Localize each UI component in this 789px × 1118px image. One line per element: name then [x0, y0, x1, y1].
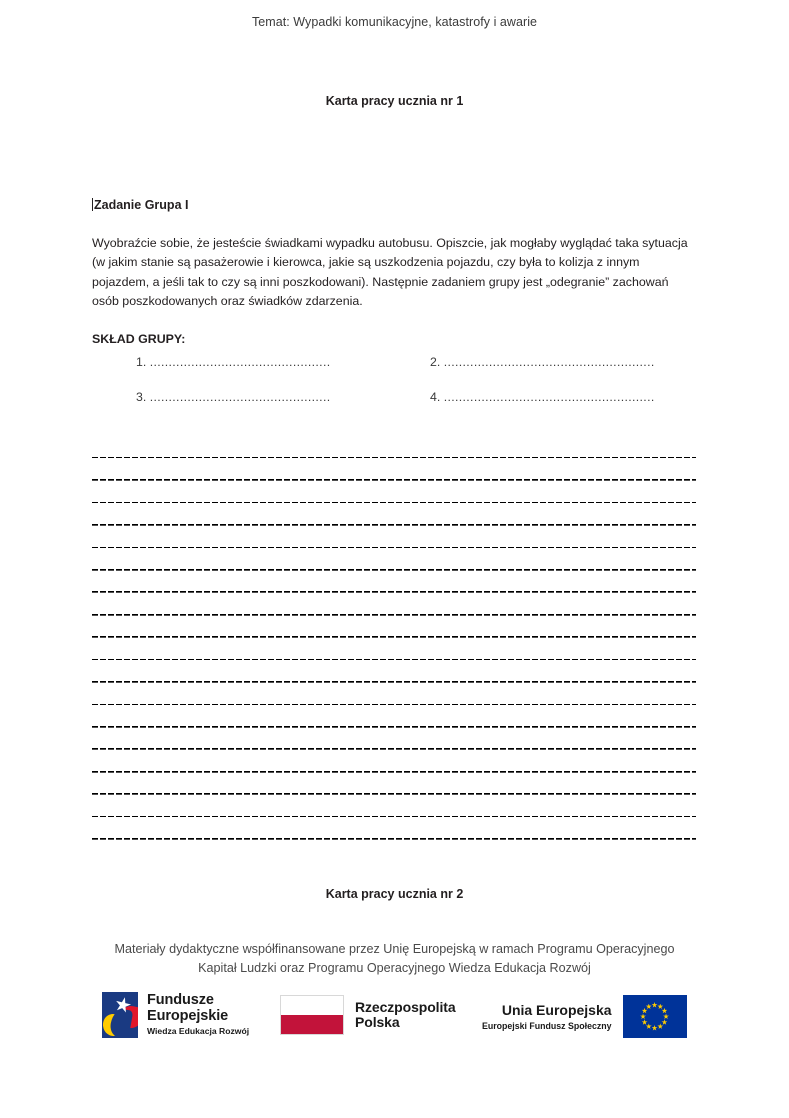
unia-europejska-text [482, 1002, 612, 1031]
member-slot-3[interactable] [136, 390, 430, 404]
eu-star-icon [661, 1019, 667, 1025]
writing-line[interactable] [92, 616, 696, 638]
member-slot-2[interactable] [430, 355, 696, 369]
logo-unia-europejska [482, 995, 687, 1038]
eu-star-icon [646, 1004, 652, 1010]
writing-line[interactable] [92, 795, 696, 817]
writing-line[interactable] [92, 817, 696, 839]
member-slot-1[interactable] [136, 355, 430, 369]
text-cursor-icon [92, 198, 93, 211]
task-content [92, 198, 696, 346]
fundusze-europejskie-text [147, 993, 249, 1036]
eu-star-icon [657, 1023, 663, 1029]
ue-line-2: Europejski Fundusz Społeczny [482, 1020, 612, 1031]
task-heading [92, 198, 696, 212]
group-members-grid [136, 355, 696, 425]
eu-star-icon [657, 1004, 663, 1010]
writing-line[interactable] [92, 436, 696, 458]
writing-line[interactable] [92, 571, 696, 593]
writing-line[interactable] [92, 773, 696, 795]
document-topic: Temat: Wypadki komunikacyjne, katastrofy i awarie [251, 15, 538, 29]
eu-star-icon [646, 1023, 652, 1029]
writing-line[interactable] [92, 481, 696, 503]
eu-star-icon [661, 1008, 667, 1014]
member-dotted-line: ........................................................ [443, 355, 655, 369]
flag-white-band [281, 996, 343, 1015]
polish-flag-icon [280, 995, 344, 1035]
eu-star-icon [663, 1014, 669, 1020]
writing-line[interactable] [92, 705, 696, 727]
member-number: 2. [430, 355, 441, 369]
writing-line[interactable] [92, 458, 696, 480]
eu-star-icon [640, 1014, 646, 1020]
writing-line[interactable] [92, 660, 696, 682]
eu-star-icon [642, 1008, 648, 1014]
writing-line[interactable] [92, 593, 696, 615]
flag-red-band [281, 1015, 343, 1034]
worksheet-title-1: Karta pracy ucznia nr 1 [325, 94, 464, 108]
rp-line-2: Polska [355, 1014, 400, 1030]
fe-line-2: Europejskie [147, 1008, 229, 1025]
member-number: 4. [430, 390, 441, 404]
writing-line[interactable] [92, 503, 696, 525]
answer-writing-lines[interactable] [92, 436, 696, 840]
writing-line[interactable] [92, 683, 696, 705]
fe-line-3: Wiedza Edukacja Rozwój [147, 1026, 250, 1037]
funding-note [0, 940, 789, 978]
group-composition-label: SKŁAD GRUPY: [92, 331, 186, 346]
rp-line-1: Rzeczpospolita [355, 998, 456, 1015]
writing-line[interactable] [92, 750, 696, 772]
member-number: 3. [136, 390, 147, 404]
task-description: Wyobraźcie sobie, że jesteście świadkami wypadku autobusu. Opiszcie, jak mogłaby wyglądać taka sytuacja (w jakim stanie są pasażerowie i kierowca, jakie są uszkodzenia pojazdu, czy była to kolizja z innym pojazdem, a jeśli tak to czy są inni poszkodowani). Następnie zadaniem grupy jest „odegranie” zachowań osób poszkodowanych oraz świadków zdarzenia. [92, 236, 688, 309]
fe-blue-overlay-icon [109, 1007, 134, 1038]
member-dotted-line: ........................................................ [443, 390, 655, 404]
rzeczpospolita-polska-text [355, 1000, 456, 1031]
eu-flag-icon [623, 995, 687, 1038]
writing-line[interactable] [92, 728, 696, 750]
fe-line-1: Fundusze [147, 992, 214, 1009]
logo-rzeczpospolita-polska [280, 995, 456, 1035]
eu-star-icon [652, 1002, 658, 1008]
member-row [136, 355, 696, 369]
eu-star-icon [642, 1019, 648, 1025]
eu-star-icon [652, 1025, 658, 1031]
fundusze-europejskie-mark-icon [102, 992, 138, 1038]
member-dotted-line: ................................................ [149, 390, 331, 404]
writing-line[interactable] [92, 548, 696, 570]
member-number: 1. [136, 355, 147, 369]
logo-fundusze-europejskie [102, 992, 249, 1038]
ue-line-1: Unia Europejska [501, 1002, 612, 1019]
task-heading-label: Zadanie Grupa I [94, 198, 189, 212]
member-slot-4[interactable] [430, 390, 696, 404]
funding-note-line-2: Kapitał Ludzki oraz Programu Operacyjnego Wiedza Edukacja Rozwój [198, 961, 591, 975]
worksheet-title-2: Karta pracy ucznia nr 2 [325, 887, 464, 901]
writing-line[interactable] [92, 526, 696, 548]
member-row [136, 390, 696, 404]
logo-strip [92, 992, 700, 1050]
member-dotted-line: ................................................ [149, 355, 331, 369]
writing-line[interactable] [92, 638, 696, 660]
funding-note-line-1: Materiały dydaktyczne współfinansowane przez Unię Europejską w ramach Programu Operacyjnego [114, 942, 675, 956]
